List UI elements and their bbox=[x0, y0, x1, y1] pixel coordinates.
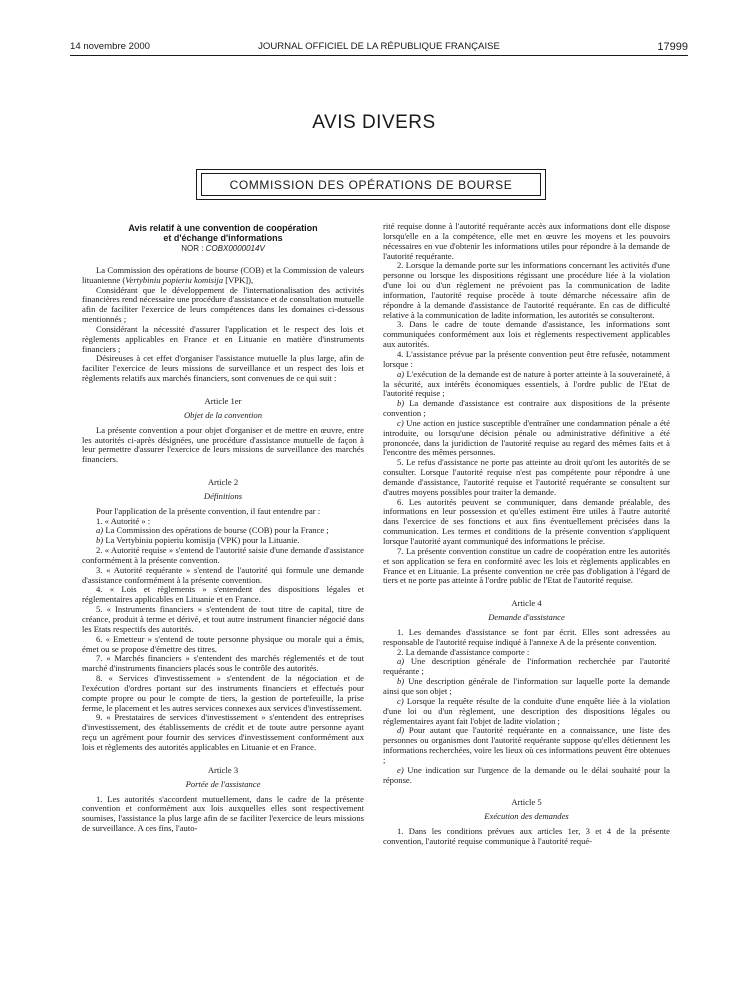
commission-title: COMMISSION DES OPÉRATIONS DE BOURSE bbox=[201, 173, 541, 196]
paragraph bbox=[383, 657, 670, 677]
paragraph bbox=[383, 419, 670, 458]
paragraph bbox=[383, 726, 670, 765]
paragraph: La présente convention a pour objet d'organiser et de mettre en œuvre, entre les autorités ci-après désignées, une procédure d'assistance mutuelle de façon à leur permettre d'assurer l'exercice de leurs missions de surveillance des marchés financiers. bbox=[82, 424, 364, 465]
header-date: 14 novembre 2000 bbox=[70, 41, 151, 52]
article-subheading: Demande d'assistance bbox=[488, 612, 565, 623]
paragraph: 3. Dans le cadre de toute demande d'assistance, les informations sont communiquées conformément aux lois et règlements respectivement applicables aux autorités. bbox=[383, 319, 670, 350]
text-italic: a) bbox=[397, 368, 405, 379]
paragraph: 5. Le refus d'assistance ne porte pas atteinte au droit qu'ont les autorités de se consulter. Lorsque l'autorité requise n'est pas compétente pour répondre à une demande d'assistance, l'autorité requise et l'autorité requérante se consultent sur d'autres moyens possibles pour traiter la demande. bbox=[383, 457, 670, 497]
paragraph: 2. La demande d'assistance comporte : bbox=[397, 646, 530, 657]
paragraph: 2. Lorsque la demande porte sur les informations concernant les activités d'une personne ou lorsque les dispositions régissant une procédure liée à la violation d'une loi ou d'un règlement ne prévoient pas la communication de ladite information, l'autorité requise procède à toute démarche nécessaire afin de répondre à la demande d'assistance de l'autorité requérante. En cas de difficulté relative à la communication de ladite information, les autorités se consulteront. bbox=[383, 260, 670, 320]
paragraph: 1. Les autorités s'accordent mutuellement, dans le cadre de la présente convention et conformément aux lois auxquelles elles sont respectivement soumises, l'assistance la plus large afin de se faciliter l'exercice de leurs missions de surveillance. A ces fins, l'auto- bbox=[82, 793, 364, 834]
paragraph: 6. Les autorités peuvent se communiquer, dans demande préalable, des informations en leur possession et qu'elles estiment être utiles à l'autre autorité dans l'exercice de ses fonctions et aux fins éventuellement précisées dans la communication. Les termes et conditions de la présente convention s'appliquent lorsque l'autorité ayant communiqué des informations le précise. bbox=[383, 496, 670, 546]
paragraph: 4. L'assistance prévue par la présente convention peut être refusée, notamment lorsque : bbox=[383, 348, 670, 369]
text-italic: c) bbox=[397, 417, 404, 428]
text-italic: e) bbox=[397, 764, 404, 775]
header-page-number: 17999 bbox=[657, 41, 688, 53]
article-subheading: Définitions bbox=[203, 490, 243, 501]
article-subheading: Objet de la convention bbox=[183, 409, 263, 420]
paragraph bbox=[383, 697, 670, 727]
paragraph: Considérant la nécessité d'assurer l'application et le respect des lois et règlements applicables en France et en Lituanie en matière d'instruments financiers ; bbox=[82, 323, 364, 354]
article-subheading: Portée de l'assistance bbox=[185, 778, 261, 789]
text-italic: c) bbox=[397, 695, 404, 706]
nor-code: COBX0000014V bbox=[205, 244, 265, 253]
article-subheading: Exécution des demandes bbox=[484, 811, 569, 822]
text: La Commission des opérations de bourse (COB) pour la France ; bbox=[103, 525, 329, 536]
nor-reference bbox=[82, 244, 364, 254]
text-italic: b) bbox=[397, 398, 405, 409]
paragraph bbox=[383, 370, 670, 400]
paragraph bbox=[383, 766, 670, 786]
text: Pour autant que l'autorité requérante en a connaissance, une liste des personnes ou organismes dont l'autorité requérante suppose qu'elles détiennent les informations recherchées, voire les lieux où ces informations peuvent être obtenues ; bbox=[383, 725, 670, 765]
paragraph: 1. « Autorité » : bbox=[96, 515, 151, 526]
text-italic: b) bbox=[96, 535, 104, 546]
paragraph: 2. « Autorité requise » s'entend de l'autorité saisie d'une demande d'assistance conformément à la présente convention. bbox=[82, 545, 364, 565]
paragraph: 3. « Autorité requérante » s'entend de l'autorité qui formule une demande d'assistance conformément à la présente convention. bbox=[82, 564, 364, 585]
paragraph: 5. « Instruments financiers » s'entendent de tout titre de capital, titre de créance, produit à terme et dérivé, et tout autre instrument financier négocié dans les Etats respectifs des autorités. bbox=[82, 604, 364, 634]
paragraph: Considérant que le développement de l'internationalisation des activités financières rend nécessaire une procédure d'assistance et de consultation mutuelle afin de faciliter l'exercice de leurs compétences dans les domaines ci-dessous mentionnés ; bbox=[82, 284, 364, 325]
text: [VPK]), bbox=[223, 274, 254, 285]
article-heading: Article 3 bbox=[207, 764, 239, 775]
paragraph: rité requise donne à l'autorité requérante accès aux informations dont elle dispose lorsqu'elle en a la compétence, elle met en œuvre les moyens et les pouvoirs nécessaires en vue d'obtenir les informations utiles pour répondre à la demande de l'autorité requérante. bbox=[383, 221, 670, 261]
text-italic: a) bbox=[397, 656, 405, 667]
text-italic: Vertybiniu popieriu komisija bbox=[125, 274, 224, 285]
nor-label: NOR : bbox=[181, 244, 206, 253]
commission-title-box bbox=[196, 169, 546, 200]
paragraph bbox=[383, 677, 670, 697]
paragraph: 1. Dans les conditions prévues aux articles 1er, 3 et 4 de la présente convention, l'autorité requise communique à l'autorité requé- bbox=[383, 826, 670, 846]
article-heading: Article 4 bbox=[511, 598, 542, 609]
text: La Vertybiniu popieriu komisija (VPK) pour la Lituanie. bbox=[103, 535, 300, 546]
text: Une action en justice susceptible d'entraîner une condamnation pénale a été introduite, ou lorsqu'une décision pénale ou administrative définitive a été prononcée, dans la juridiction de l'autorité requise au regard des mêmes faits et à l'encontre des mêmes personnes. bbox=[383, 417, 670, 458]
paragraph: Désireuses à cet effet d'organiser l'assistance mutuelle la plus large, afin de faciliter l'exercice de leurs missions de surveillance et un respect des lois et règlements relatifs aux marchés financiers, sont convenues de ce qui suit : bbox=[82, 353, 364, 384]
text-italic: a) bbox=[96, 525, 104, 536]
text: L'exécution de la demande est de nature à porter atteinte à la souveraineté, à la sécurité, aux intérêts économiques essentiels, à l'ordre public de l'Etat de l'autorité requise ; bbox=[383, 368, 670, 399]
paragraph: 7. La présente convention constitue un cadre de coopération entre les autorités et son application se fera en conformité avec les lois et règlements applicables en France et en Lituanie. La présente convention ne crée pas d'obligation à l'égard de tiers et ne porte pas atteinte à l'ordre public de l'Etat de l'autorité requise. bbox=[383, 545, 670, 586]
text-italic: b) bbox=[397, 676, 405, 687]
avis-title-line1: Avis relatif à une convention de coopération bbox=[128, 223, 318, 233]
right-column bbox=[383, 222, 670, 847]
paragraph: Pour l'application de la présente convention, il faut entendre par : bbox=[96, 505, 321, 516]
paragraph: 6. « Emetteur » s'entend de toute personne physique ou morale qui a émis, émet ou se propose d'émettre des titres. bbox=[82, 633, 364, 654]
paragraph bbox=[82, 266, 364, 286]
text: Une description générale de l'information recherchée par l'autorité requérante ; bbox=[383, 656, 670, 677]
article-heading: Article 5 bbox=[511, 797, 542, 808]
header-journal-title: JOURNAL OFFICIEL DE LA RÉPUBLIQUE FRANÇAISE bbox=[258, 41, 500, 52]
paragraph: 7. « Marchés financiers » s'entendent des marchés réglementés et de tout marché d'instruments financiers placés sous le contrôle des autorités. bbox=[82, 653, 364, 674]
section-title: AVIS DIVERS bbox=[312, 112, 436, 133]
header-rule bbox=[70, 55, 688, 56]
text: Une indication sur l'urgence de la demande ou le délai souhaité pour la réponse. bbox=[383, 764, 670, 785]
paragraph: 9. « Prestataires de services d'investissement » s'entendent des entreprises d'investissement, des établissements de crédit et de toute autre personne ayant reçu un agrément pour fournir des services d'investissement conformément aux lois et règlements des autorités applicables en Lituanie et en France. bbox=[82, 712, 364, 752]
paragraph: 8. « Services d'investissement » s'entendent de la négociation et de l'exécution d'ordres portant sur des instruments financiers et effectués pour compte propre ou pour le compte de tiers, la gestion de portefeuille, la prise ferme, le placement et les autres services connexes aux services d'investissement. bbox=[82, 673, 364, 713]
paragraph: 1. Les demandes d'assistance se font par écrit. Elles sont adressées au responsable de l'autorité requise indiqué à l'annexe A de la présente convention. bbox=[383, 626, 670, 647]
page-header bbox=[70, 41, 688, 55]
text: Lorsque la requête résulte de la conduite d'une enquête liée à la violation d'une loi ou d'un règlement, une description des dispositions légales ou réglementaires ayant fait l'objet de ladite violation ; bbox=[383, 695, 670, 726]
text: Une description générale de l'information sur laquelle porte la demande ainsi que son objet ; bbox=[383, 676, 670, 696]
paragraph bbox=[383, 399, 670, 419]
article-heading: Article 1er bbox=[204, 395, 242, 406]
text: La Commission des opérations de bourse (COB) et la Commission de valeurs lituanienne ( bbox=[82, 264, 364, 285]
left-column bbox=[82, 223, 364, 834]
text-italic: d) bbox=[397, 725, 405, 736]
avis-title-line2: et d'échange d'informations bbox=[163, 233, 283, 243]
text: La demande d'assistance est contraire aux dispositions de la présente convention ; bbox=[383, 398, 670, 419]
article-heading: Article 2 bbox=[207, 477, 239, 488]
paragraph: 4. « Lois et règlements » s'entendent des dispositions légales et réglementaires applicables en Lituanie et en France. bbox=[82, 584, 364, 605]
